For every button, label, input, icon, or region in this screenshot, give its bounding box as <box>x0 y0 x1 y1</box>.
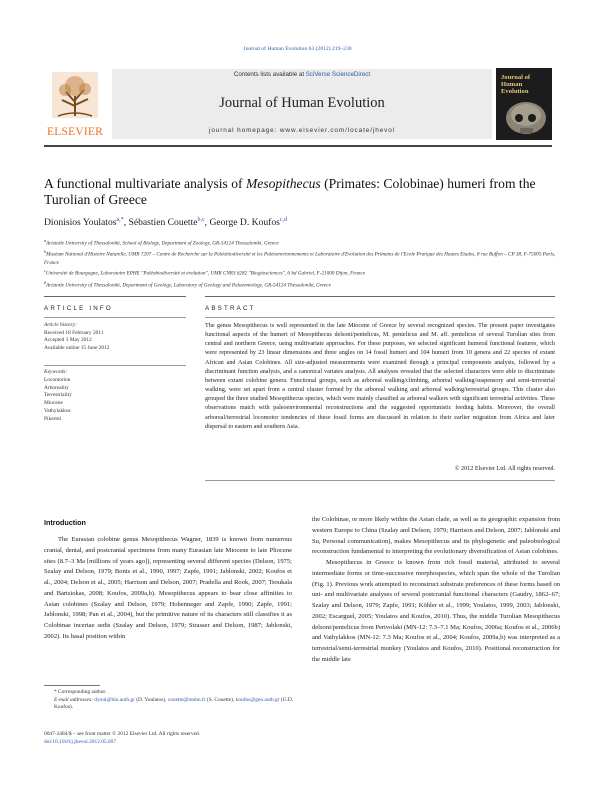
affiliation-text: Université de Bourgogne, Laboratoire EPHE "Paléobiodiversité et évolution", UMR CNRS 6282 "Biogéosciences", 6 bd Gabriel, F-21000 Dijon, France <box>45 270 366 277</box>
email-owner: (G.D. Koufos). <box>54 696 294 711</box>
header-rule <box>44 145 552 147</box>
corresponding-author-note: * Corresponding author. <box>54 689 107 695</box>
doi-link[interactable]: doi:10.1016/j.jhevol.2012.05.007 <box>44 738 117 745</box>
author-name: Dionisios Youlatos <box>44 217 117 229</box>
section-rule <box>44 365 186 366</box>
history-online: Available online 15 June 2012 <box>44 345 110 352</box>
section-rule <box>44 317 186 318</box>
section-rule <box>205 317 555 318</box>
cover-title: Journal of Human Evolution <box>501 74 531 95</box>
intro-right-column <box>312 515 560 666</box>
affiliation-marker: c <box>44 268 46 274</box>
affiliation-text: Aristotle University of Thessaloniki, Department of Geology, Laboratory of Geology and Palaeontology, GR-54124 Thessaloniki, Greece <box>46 282 331 289</box>
journal-title: Journal of Human Evolution <box>219 95 385 111</box>
intro-paragraph: the Colobinae, or more likely within the Asian clade, as well as its geographic expansion from western Europe to China (Szalay and Delson, 1979; Harrison and Delson, 2007; Jablonski and Su, Personal communication), makes Mesopithecus and its phylogenetic and paleobiological reconstruction fundamental to interpreting the evolutionary diversification of Asian colobines. <box>312 516 560 556</box>
article-info-heading: ARTICLE INFO <box>44 305 113 312</box>
affiliation-marker: b <box>44 249 47 255</box>
footnote-rule <box>44 685 100 686</box>
elsevier-tree-icon <box>52 72 98 118</box>
keyword-item: Arboreality <box>44 384 69 391</box>
sciencedirect-link[interactable]: SciVerse ScienceDirect <box>305 71 371 78</box>
affiliation-item <box>44 267 556 278</box>
introduction-heading: Introduction <box>44 518 86 527</box>
email-owner: (S. Couette), <box>205 696 236 703</box>
affiliation-marker: d <box>44 279 47 285</box>
abstract-text: The genus Mesopithecus is well represented in the late Miocene of Greece by several recognized species. The present paper investigates functional aspects of the humeri of Mesopithecus delsoni/pentelicus, M. pentelicus and M. aff. pentelicus of several Turolian sites from central and northern Greece, using multivariate approaches. For these purposes, we selected significant humeral functional features, which were represented by 23 linear dimensions and three angles on 14 fossil humeri and 104 humeri from 10 genera and 22 species of extant African and Asian Colobines. All size-adjusted measurements were examined through a principal components analysis, followed by a discriminant function analysis, and a canonical variates analysis. All analyses revealed that the selected characters were able to discriminate between extant colobine genera. Functional groups, such as arboreal walking/climbing, arboreal walking/suspensory and semi-terrestrial walking, were set apart from a central cluster formed by the arboreal walking and arboreal walking/terrestrial groups. This cluster also grouped the three studied Mesopithecus species, which were mainly classified as arboreal walkers with significant terrestrial activities. These observations match with paleoenvironmental reconstructions and the suggested opportunistic feeding habits. Moreover, the overall arboreal/terrestrial locomotor tendencies of these fossil forms are discussed in relation to their earlier migration from Africa and later dispersal to eastern and southern Asia. <box>205 323 555 430</box>
title-part1: A functional multivariate analysis of <box>44 176 246 191</box>
keyword-item: Miocene <box>44 400 63 407</box>
author-list: Dionisios Youlatos$^{a,*}$, Sébastien Couette$^{b,c}$, George D. Koufos$^{c,d}$ <box>44 217 288 229</box>
abstract-heading: ABSTRACT <box>205 305 256 312</box>
email-link[interactable]: koufos@geo.auth.gr <box>235 696 280 703</box>
email-label: E-mail addresses: <box>54 696 93 703</box>
journal-homepage-link[interactable]: journal homepage: www.elsevier.com/locate/jhevol <box>209 127 395 134</box>
elsevier-logo[interactable] <box>44 68 106 140</box>
affiliation-marker: a <box>44 238 47 243</box>
contents-prefix: Contents lists available at <box>233 71 306 78</box>
intro-left-column: The Eurasian colobine genus Mesopithecus Wagner, 1839 is known from numerous cranial, dental, and postcranial specimens from many Eurasian late Miocene to late Pliocene sites (8.7–3 Ma [millions of years ago]), representing several different species (Delson, 1975; Szalay and Delson, 1979; Bonis et al., 1990, 1997; Zapfe, 1991; Jablonski, 2002; Koufos et al., 2004; Delson et al., 2005; Harrison and Delson, 2007; Pradella and Rook, 2007; Tsoukala and Bartsiokas, 2008; Koufos, 2009a,b). Mesopithecus appears to bear close affinities to Asian colobines (Szalay and Delson, 1979; Hohenneger and Zapfe, 1990; Zapfe, 1991; Jablonski, 1998; Pan et al., 2004), but the primitive nature of its characters still classifies it as Colobinae incertae sedis (Szalay and Delson, 1979; Strasser and Delson, 1987; Jablonski, 2002). Its basal position within <box>44 536 292 640</box>
keywords <box>44 369 186 424</box>
email-addresses <box>54 697 294 712</box>
title-part2: (Primates: Colobinae) humeri from the Turolian of Greece <box>44 176 536 207</box>
keywords-label: Keywords: <box>44 369 68 375</box>
journal-citation[interactable]: Journal of Human Evolution 63 (2012) 219–230 <box>243 46 352 52</box>
affiliations <box>44 237 556 290</box>
copyright-line: © 2012 Elsevier Ltd. All rights reserved. <box>454 466 555 472</box>
issn-block <box>44 731 294 746</box>
contents-line <box>112 71 492 78</box>
email-link[interactable]: dyoul@bio.auth.gr <box>94 696 135 703</box>
affiliation-item <box>44 237 556 248</box>
affiliation-text: Aristotle University of Thessaloniki, School of Biology, Department of Zoology, GR-54124 Thessaloniki, Greece <box>46 240 279 247</box>
skull-image <box>496 68 552 140</box>
title-genus: Mesopithecus <box>245 176 321 191</box>
article-history <box>44 322 186 353</box>
intro-paragraph: Mesopithecus in Greece is known from rich fossil material, attributed to several intermediate forms or time-successive morphospecies, which span the whole of the Turolian (Fig. 1). Previous work attempted to reconstruct substrate preferences of these forms based on uni- and multivariate analyses of several postcranial functional characters (Gaudry, 1862–67; Szalay and Delson, 1979; Zapfe, 1991; Köhler et al., 1999; Youlatos, 1999, 2003; Jablonski, 2002; Escarguel, 2005; Youlatos and Koufos, 2010). Thus, the middle Turolian Mesopithecus delsoni/pentelicus from Perivolaki (MN-12: 7.3–7.1 Ma; Koufos, 2006a; Koufos et al., 2006b) and Vathylakkos (MN-12: 7.3 Ma; Koufos et al., 2004; Koufos, 2009a,b) was interpreted as a terrestrial/semi-terrestrial monkey (Youlatos and Koufos, 2010). Positional reconstruction for the middle late <box>312 559 560 663</box>
affiliation-text: Muséum National d'Histoire Naturelle, UMR 7207 – Centre de Recherche sur la Paléobiodiversité et les Paléoenvironnements et Laboratoire d'Evolution des Primates de l'Ecole Pratique des Hautes Etudes, 8 rue Buffon – CP 38, F-75005 Paris, France <box>44 252 556 266</box>
history-label: Article history: <box>44 322 77 328</box>
issn-line: 0047-2484/$ – see front matter © 2012 Elsevier Ltd. All rights reserved. <box>44 731 201 737</box>
email-link[interactable]: couette@mnhn.fr <box>167 696 206 703</box>
author-affil-link[interactable]: c,d <box>279 217 288 223</box>
email-owner: (D. Youlatos), <box>134 696 168 703</box>
affiliation-item <box>44 279 556 290</box>
section-rule <box>44 296 186 297</box>
keyword-item: Pikermi <box>44 415 62 422</box>
section-rule <box>205 480 555 481</box>
author-affil-link[interactable]: a,* <box>116 217 124 223</box>
section-rule <box>205 296 555 297</box>
journal-cover-thumbnail[interactable] <box>496 68 552 140</box>
keyword-item: Terrestriality <box>44 392 72 399</box>
keyword-item: Locomotion <box>44 376 71 383</box>
history-accepted: Accepted 3 May 2012 <box>44 337 92 344</box>
author-name: George D. Koufos <box>209 217 280 229</box>
affiliation-item <box>44 248 556 267</box>
author-affil-link[interactable]: b,c <box>197 217 205 223</box>
footnote <box>54 689 294 712</box>
history-received: Received 18 February 2011 <box>44 329 104 336</box>
elsevier-wordmark: ELSEVIER <box>47 126 103 138</box>
keyword-item: Vathylakkos <box>44 407 71 414</box>
author-name: Sébastien Couette <box>128 217 198 229</box>
article-title <box>44 176 554 208</box>
